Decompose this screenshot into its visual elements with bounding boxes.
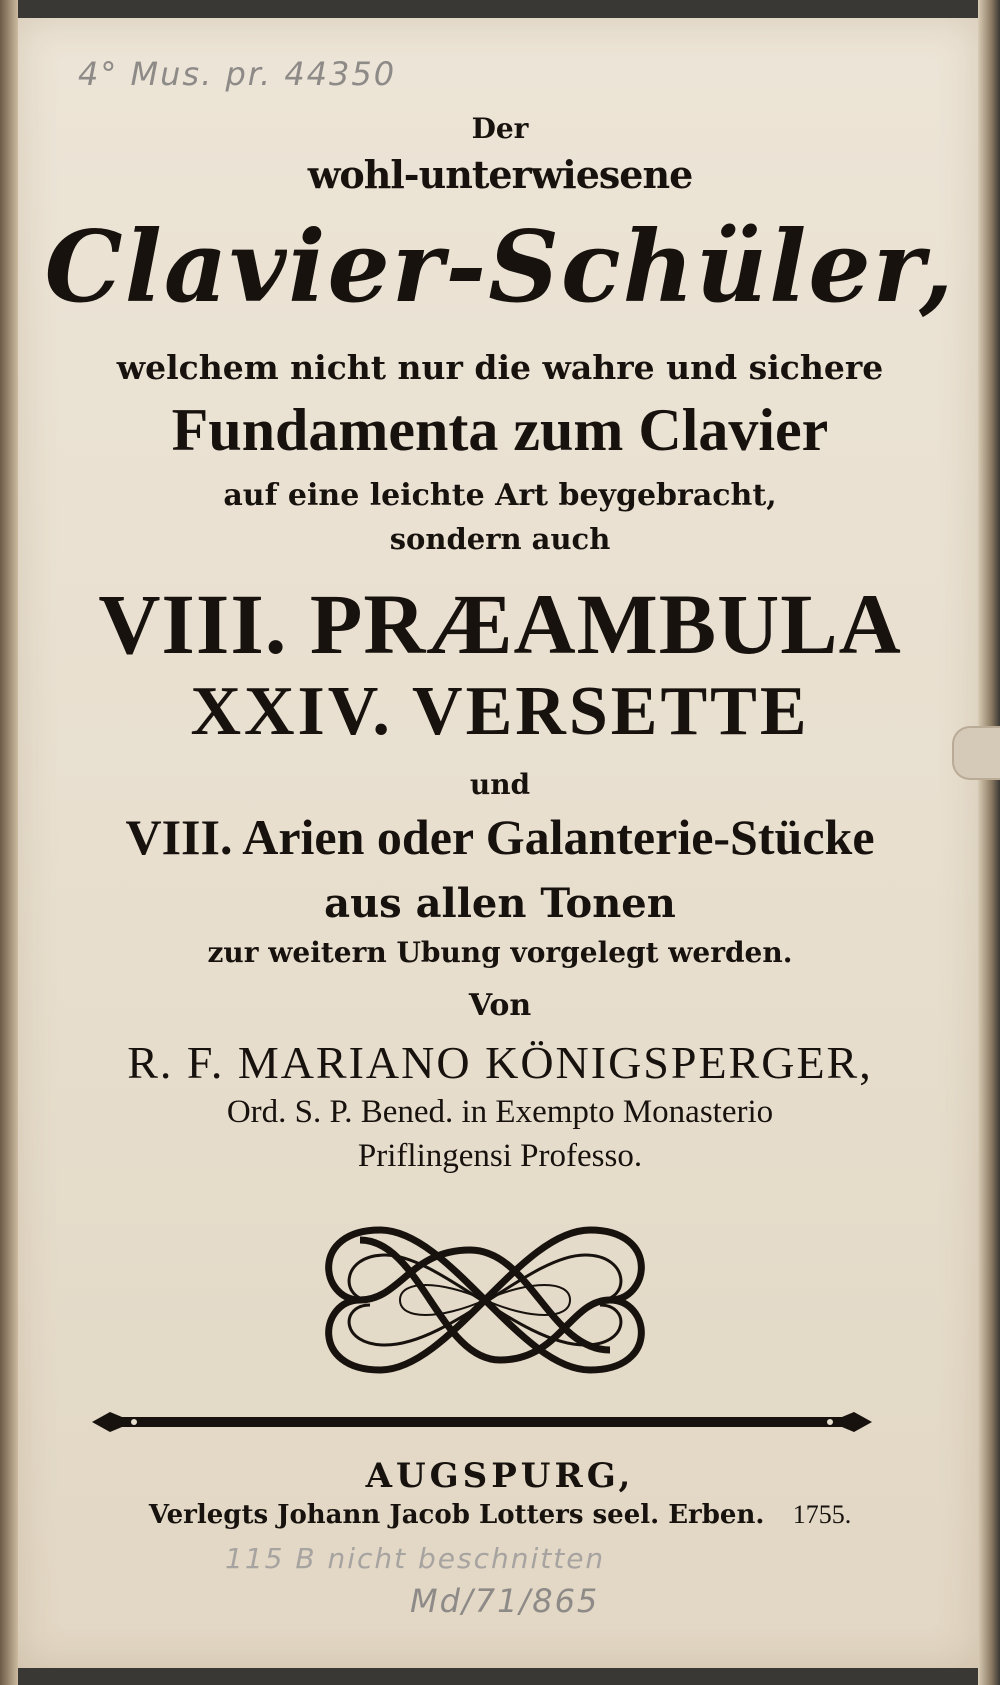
title-und: und — [469, 768, 531, 801]
imprint-year: 1755. — [792, 1500, 852, 1529]
title-praeambula: VIII. PRÆAMBULA — [98, 576, 902, 672]
author-ord: Ord. S. P. Bened. in Exempto Monasterio — [226, 1094, 774, 1130]
page-edge — [978, 0, 1000, 1685]
author-name: R. F. MARIANO KÖNIGSPERGER, — [127, 1037, 873, 1088]
title-der: Der — [471, 112, 529, 145]
title-fundamenta: Fundamenta zum Clavier — [171, 397, 829, 463]
title-sondern: sondern auch — [389, 522, 611, 556]
shelfmark-top: 4° Mus. pr. 44350 — [78, 55, 397, 93]
title-aus: aus allen Tonen — [324, 880, 676, 927]
imprint-city: AUGSPURG, — [365, 1456, 635, 1496]
shelfmark-bottom: Md/71/865 — [410, 1582, 600, 1620]
title-von: Von — [468, 988, 532, 1023]
imprint-line — [40, 1500, 960, 1530]
title-welchem: welchem nicht nur die wahre und sichere — [116, 348, 884, 387]
ornament-flourish — [300, 1210, 670, 1390]
title-wohl: wohl-unterwiesene — [307, 152, 693, 197]
title-main: Clavier-Schüler, — [44, 210, 956, 325]
author-prif: Priflingensi Professo. — [357, 1138, 643, 1174]
pencil-note: 115 B nicht beschnitten — [225, 1542, 606, 1575]
title-zur: zur weitern Ubung vorgelegt werden. — [207, 936, 793, 969]
title-versette: XXIV. VERSETTE — [190, 673, 810, 750]
title-auf: auf eine leichte Art beygebracht, — [223, 478, 777, 513]
rule-divider — [92, 1408, 872, 1438]
book-gutter — [0, 0, 18, 1685]
imprint-publisher: Verlegts Johann Jacob Lotters seel. Erben. — [148, 1500, 765, 1530]
title-arien: VIII. Arien oder Galanterie-Stücke — [125, 809, 875, 865]
